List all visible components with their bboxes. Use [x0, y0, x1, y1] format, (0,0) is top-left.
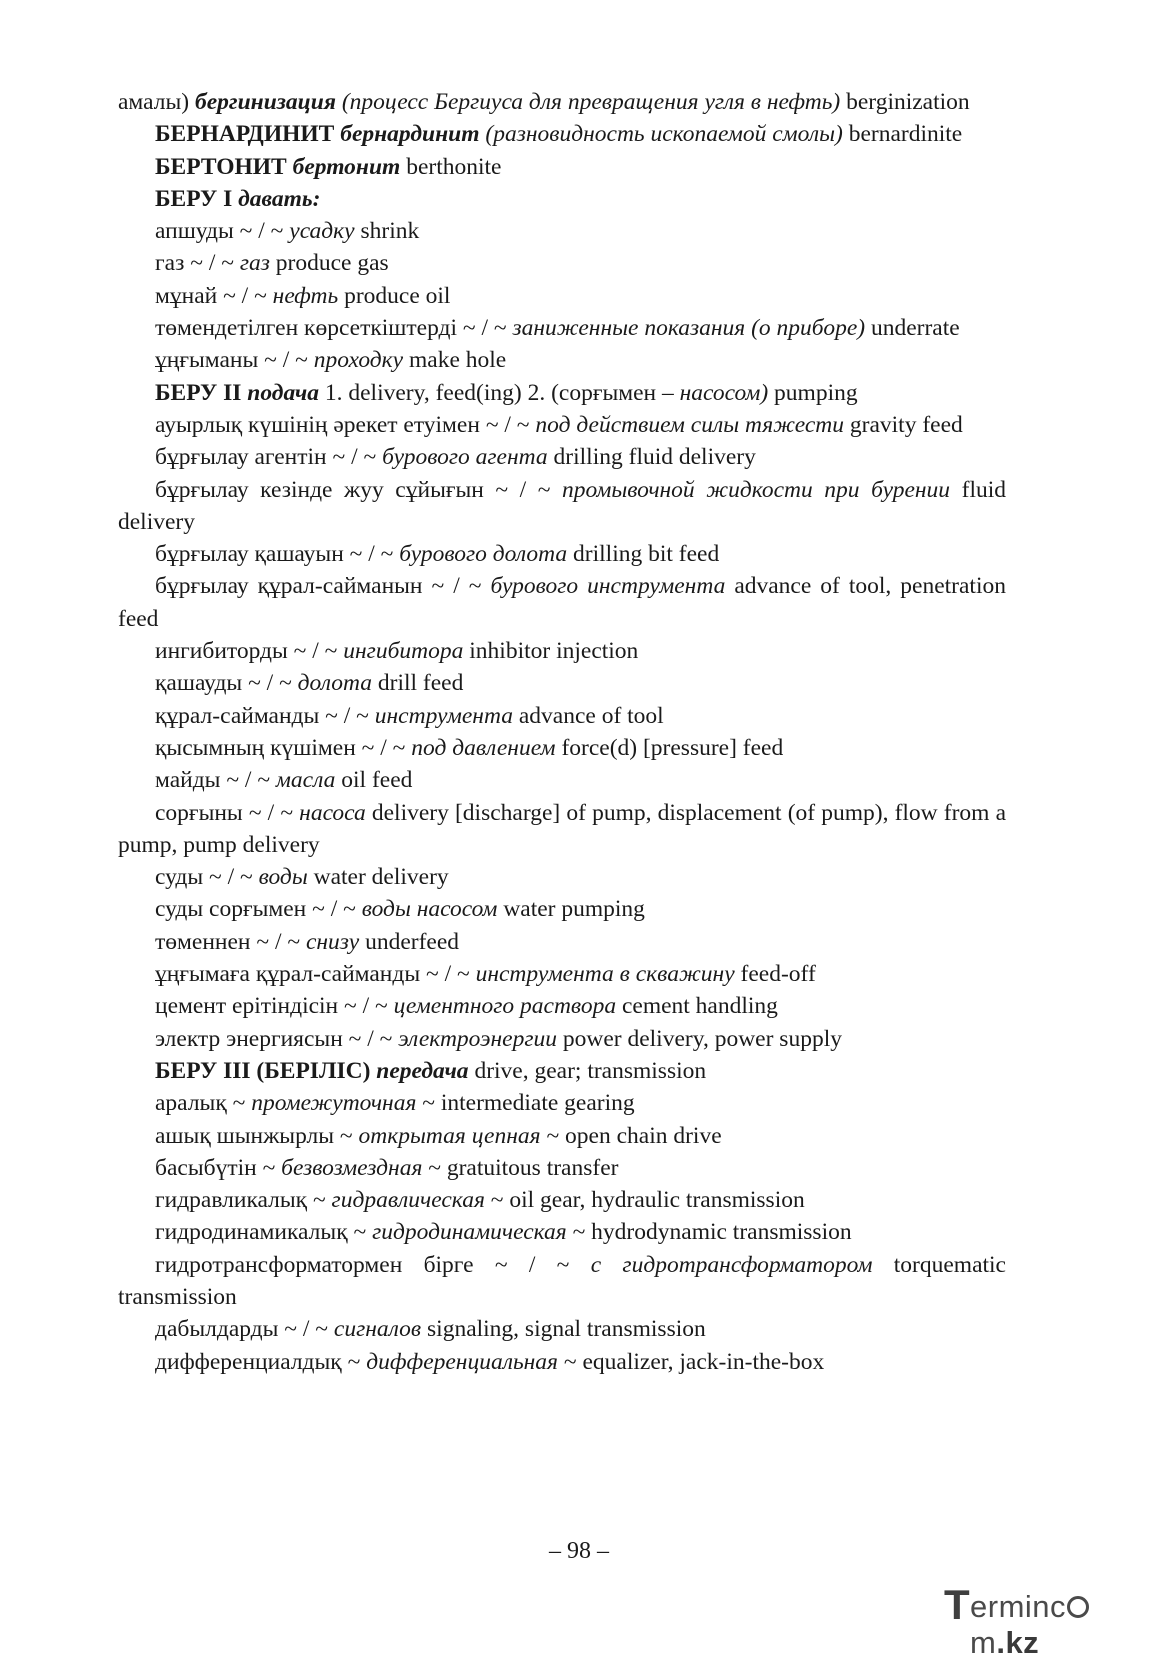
dictionary-entry [118, 1152, 1006, 1184]
entry-russian: усадку [289, 218, 355, 245]
entry-text: ауырлық күшінің әрекет етуімен ~ / ~ [155, 411, 536, 438]
entry-text: ингибиторды ~ / ~ [155, 638, 344, 665]
entry-russian: открытая цепная [358, 1122, 541, 1149]
entry-text: berginization [840, 89, 970, 115]
entry-headword: передача [376, 1057, 469, 1084]
entry-text: signaling, signal transmission [421, 1316, 706, 1343]
entry-russian: (разновидность ископаемой смолы) [485, 121, 843, 148]
entry-text: дабылдарды ~ / ~ [155, 1316, 334, 1343]
entry-text: inhibitor injection [463, 638, 639, 665]
entry-text: water pumping [497, 896, 645, 923]
entry-russian: масла [275, 767, 336, 794]
entry-russian: бурового инструмента [490, 573, 726, 600]
dictionary-entry [118, 151, 1006, 183]
entry-text: ~ oil gear, hydraulic transmission [484, 1187, 805, 1214]
entry-headword: подача [247, 379, 319, 406]
entry-russian: (процесс Бергиуса для превращения угля в нефть) [341, 89, 841, 115]
entry-text: advance of tool, penetration feed [118, 573, 1006, 632]
entry-text: сорғыны ~ / ~ [155, 799, 300, 826]
entry-text: бұрғылау кезінде жуу сұйығын ~ / ~ [155, 476, 563, 503]
entry-russian: насоса [299, 799, 366, 826]
entry-headword: БЕРУ I [155, 185, 239, 212]
entry-text: make hole [403, 347, 507, 374]
entry-russian: заниженные показания (о приборе) [512, 315, 866, 342]
dictionary-entry [118, 441, 1006, 473]
dictionary-entry [118, 926, 1006, 958]
entry-text: produce oil [338, 282, 451, 309]
entry-russian: воды насосом [361, 896, 498, 923]
dictionary-entry [118, 118, 1006, 150]
entry-headword: давать: [238, 185, 321, 212]
dictionary-entry [118, 667, 1006, 699]
entry-text: гидравликалық ~ [155, 1187, 332, 1214]
dictionary-entry [118, 312, 1006, 344]
entry-russian: снизу [305, 928, 360, 955]
entry-text: underfeed [359, 928, 460, 955]
entry-headword: БЕРНАРДИНИТ [155, 121, 341, 148]
dictionary-entry [118, 570, 1006, 635]
entry-russian: долота [297, 670, 373, 697]
entry-russian: под действием силы тяжести [535, 411, 845, 438]
entry-text: drilling fluid delivery [547, 444, 756, 471]
entry-text: underrate [865, 315, 960, 342]
dictionary-entry [118, 280, 1006, 312]
entry-text: амалы) [118, 89, 195, 115]
dictionary-entry [118, 732, 1006, 764]
entry-text: цемент ерітіндісін ~ / ~ [155, 993, 394, 1020]
entry-text: ~ equalizer, jack-in-the-box [558, 1348, 825, 1375]
entry-text: gravity feed [844, 411, 963, 438]
entry-text: гидротрансформатормен бірге ~ / ~ [155, 1251, 591, 1278]
entry-text: құрал-сайманды ~ / ~ [155, 702, 375, 729]
dictionary-entry [118, 1249, 1006, 1314]
dictionary-entry [118, 1346, 1006, 1378]
entry-russian: цементного раствора [393, 993, 617, 1020]
entry-russian: сигналов [333, 1316, 422, 1343]
entry-text: torquematic transmission [118, 1251, 1006, 1310]
dictionary-entry [118, 377, 1006, 409]
logo-domain: .kz [996, 1625, 1040, 1660]
entry-text: газ ~ / ~ [155, 250, 240, 277]
dictionary-entry [118, 183, 1006, 215]
entry-russian: газ [239, 250, 270, 277]
entry-russian: инструмента в скважину [475, 961, 735, 988]
entry-headword: БЕРУ III (БЕРІЛІС) [155, 1057, 377, 1084]
entry-text: майды ~ / ~ [155, 767, 276, 794]
entry-russian: бурового долота [399, 541, 568, 568]
entry-russian: дифференциальная [366, 1348, 558, 1375]
entry-text: power delivery, power supply [557, 1025, 842, 1052]
entry-text: 1. delivery, feed(ing) 2. (сорғымен – [318, 379, 680, 406]
entry-text: суды ~ / ~ [155, 864, 259, 891]
entry-text: электр энергиясын ~ / ~ [155, 1025, 399, 1052]
entry-text: мұнай ~ / ~ [155, 282, 273, 309]
entry-russian: под давлением [411, 734, 556, 761]
entry-text: cement handling [616, 993, 778, 1020]
entry-text: ашық шынжырлы ~ [155, 1122, 359, 1149]
entry-headword: бергинизация [195, 89, 336, 115]
dictionary-entry [118, 1216, 1006, 1248]
entry-text: басыбүтін ~ [155, 1154, 282, 1181]
entry-text: oil feed [335, 767, 413, 794]
logo-letter-t: T [944, 1581, 970, 1628]
dictionary-entry [118, 797, 1006, 862]
dictionary-entry [118, 1120, 1006, 1152]
entry-russian: ингибитора [343, 638, 464, 665]
dictionary-entry [118, 958, 1006, 990]
entry-russian: гидравлическая [331, 1187, 485, 1214]
entry-headword: бернардинит [340, 121, 480, 148]
entry-headword: бертонит [292, 153, 401, 180]
dictionary-entry [118, 86, 1006, 118]
entry-russian: электроэнергии [398, 1025, 557, 1052]
entry-russian: промывочной жидкости при бурении [562, 476, 951, 503]
entry-text: апшуды ~ / ~ [155, 218, 290, 245]
entry-russian: с гидротрансформатором [590, 1251, 873, 1278]
entry-text: төмендетілген көрсеткіштерді ~ / ~ [155, 315, 513, 342]
entry-text: ұңғыманы ~ / ~ [155, 347, 314, 374]
entry-text: төменнен ~ / ~ [155, 928, 306, 955]
logo-text-part: erminc [970, 1589, 1067, 1624]
entry-russian: бурового агента [382, 444, 548, 471]
entry-text: drilling bit feed [567, 541, 720, 568]
dictionary-entry [118, 215, 1006, 247]
entry-text: дифференциалдық ~ [155, 1348, 367, 1375]
entry-text: pumping [768, 379, 858, 406]
entry-text: бұрғылау қашауын ~ / ~ [155, 541, 400, 568]
entry-text: feed-off [734, 961, 816, 988]
dictionary-entry [118, 409, 1006, 441]
dictionary-entry [118, 1313, 1006, 1345]
dictionary-entry [118, 764, 1006, 796]
entry-text: force(d) [pressure] feed [555, 734, 784, 761]
dictionary-entry [118, 1055, 1006, 1087]
entry-text: drive, gear; transmission [468, 1057, 707, 1084]
entry-text: water delivery [307, 864, 449, 891]
entry-headword: БЕРУ II [155, 379, 248, 406]
entry-text: қысымның күшімен ~ / ~ [155, 734, 412, 761]
entry-headword: БЕРТОНИТ [155, 153, 293, 180]
entry-text: produce gas [269, 250, 389, 277]
entry-text: ұңғымаға құрал-сайманды ~ / ~ [155, 961, 476, 988]
entry-text: delivery [discharge] of pump, displacement (of pump), flow from a pump, pump delivery [118, 799, 1006, 858]
entry-text: гидродинамикалық ~ [155, 1219, 373, 1246]
entry-russian: инструмента [374, 702, 513, 729]
entry-text: advance of tool [512, 702, 664, 729]
logo-text-part: m [970, 1625, 997, 1660]
entry-text: shrink [354, 218, 420, 245]
dictionary-entry [118, 1087, 1006, 1119]
entry-russian: воды [258, 864, 308, 891]
entry-text: berthonite [400, 153, 502, 180]
entry-russian: нефть [272, 282, 339, 309]
dictionary-entry [118, 990, 1006, 1022]
entry-text: қашауды ~ / ~ [155, 670, 298, 697]
dictionary-entry [118, 1023, 1006, 1055]
dictionary-entry [118, 344, 1006, 376]
dictionary-entry [118, 700, 1006, 732]
dictionary-entry [118, 635, 1006, 667]
page-number: – 98 – [549, 1538, 609, 1564]
dictionary-entry [118, 538, 1006, 570]
termincom-logo [944, 1581, 1149, 1660]
logo-ring-icon [1067, 1596, 1089, 1618]
entry-text: ~ intermediate gearing [416, 1090, 635, 1117]
entry-text: бұрғылау агентін ~ / ~ [155, 444, 383, 471]
entry-text: аралық ~ [155, 1090, 252, 1117]
dictionary-page [118, 86, 1006, 1378]
entry-text: drill feed [372, 670, 464, 697]
entry-text: бұрғылау құрал-сайманын ~ / ~ [155, 573, 491, 600]
entry-russian: гидродинамическая [372, 1219, 567, 1246]
logo-text [970, 1589, 1149, 1661]
entry-text: ~ hydrodynamic transmission [566, 1219, 852, 1246]
entry-russian: насосом) [679, 379, 769, 406]
entry-russian: безвозмездная [281, 1154, 423, 1181]
entry-russian: проходку [313, 347, 404, 374]
dictionary-entry [118, 474, 1006, 539]
dictionary-entry [118, 861, 1006, 893]
entry-text: ~ gratuitous transfer [422, 1154, 619, 1181]
entry-text: fluid delivery [118, 476, 1006, 535]
entry-russian: промежуточная [251, 1090, 417, 1117]
dictionary-entry [118, 247, 1006, 279]
entry-text: ~ open chain drive [540, 1122, 722, 1149]
entry-text: суды сорғымен ~ / ~ [155, 896, 362, 923]
entry-text: bernardinite [842, 121, 963, 148]
dictionary-entry [118, 893, 1006, 925]
dictionary-entry [118, 1184, 1006, 1216]
